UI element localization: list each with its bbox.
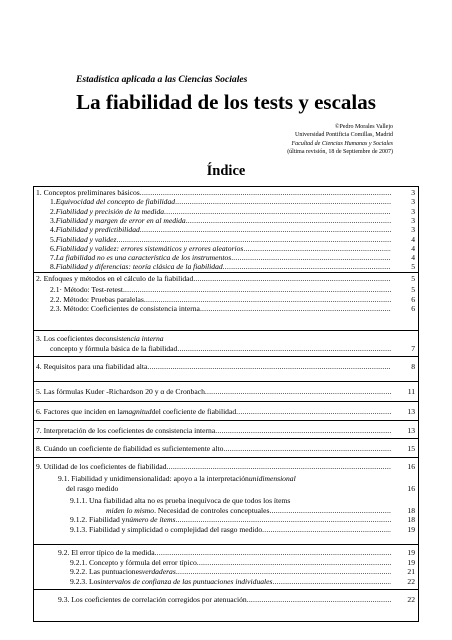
toc-entry[interactable]: 9.1.3. Fiabilidad y simplicidad o complejidad del rasgo medido ..... 19 [70, 525, 418, 535]
toc-entry[interactable]: 2.1· Método: Test-retest ..... 5 [50, 285, 418, 295]
toc-entry[interactable]: 2.2. Método: Pruebas paralelas ..... 6 [50, 295, 418, 305]
toc-entry[interactable]: 8. Fiabilidad y diferencias: teoría clásica de la fiabilidad ..... 5 [50, 262, 418, 272]
toc-entry[interactable]: 9.2.3. Los intervalos de confianza de las puntuaciones individuales ..... 22 [70, 577, 418, 587]
toc-section-9 [34, 457, 418, 545]
toc-section-5 [34, 381, 418, 401]
toc-entry[interactable]: concepto y fórmula básica de la fiabilidad ..... 7 [50, 344, 418, 354]
revision-date: (última revisión, 18 de Septiembre de 2007) [287, 149, 393, 156]
toc-entry[interactable]: 7. La fiabilidad no es una característica de los instrumentos ..... 4 [50, 253, 418, 263]
author: ©Pedro Morales Vallejo [334, 124, 393, 130]
toc-section-6 [34, 401, 418, 421]
toc-entry[interactable]: 9.2.2. Las puntuaciones verdaderas ..... 21 [70, 567, 418, 577]
toc-section-2 [34, 272, 418, 321]
table-of-contents [33, 186, 419, 622]
toc-entry[interactable]: 5. Fiabilidad y validez ..... 4 [50, 235, 418, 245]
toc-entry[interactable]: 1. Conceptos preliminares básicos ..... 3 [36, 188, 418, 198]
index-title: Índice [206, 163, 246, 179]
toc-entry-line[interactable]: 9.1.1. Una fiabilidad alta no es prueba inequívoca de que todos los ítems [70, 496, 291, 505]
credits-block [287, 123, 393, 157]
toc-entry[interactable]: miden lo mismo . Necesidad de controles conceptuales ..... 18 [106, 506, 418, 516]
toc-entry[interactable]: 9. Utilidad de los coeficientes de fiabilidad ..... 16 [36, 462, 418, 472]
toc-entry[interactable]: 4. Fiabilidad y predictibilidad ..... 3 [50, 225, 418, 235]
toc-entry[interactable]: 2. Fiabilidad y precisión de la medida ..... 3 [50, 207, 418, 217]
toc-entry[interactable]: 5. Las fórmulas Kuder -Richardson 20 y α de Cronbach ..... 11 [36, 387, 418, 397]
faculty: Facultad de Ciencias Humanas y Sociales [291, 140, 393, 147]
toc-section-8 [34, 438, 418, 458]
toc-entry[interactable]: 9.1.2. Fiabilidad y número de ítems ..... 18 [70, 515, 418, 525]
subject-header: Estadística aplicada a las Ciencias Sociales [76, 74, 248, 85]
toc-entry[interactable]: 1. Equivocidad del concepto de fiabilidad ..... 3 [50, 197, 418, 207]
toc-entry[interactable]: 7. Interpretación de los coeficientes de consistencia interna ..... 13 [36, 426, 418, 436]
toc-section-9-2 [34, 544, 418, 590]
toc-entry[interactable]: 9.2.1. Concepto y fórmula del error típico ..... 19 [70, 558, 418, 568]
toc-entry[interactable]: 6. Fiabilidad y validez: errores sistemáticos y errores aleatorios ..... 4 [50, 244, 418, 254]
toc-entry-line[interactable]: 9.1. Fiabilidad y unidimensionalidad: apoyo a la interpretación unidimensional [58, 474, 296, 483]
toc-entry[interactable]: 4. Requisitos para una fiabilidad alta ..... 8 [36, 362, 418, 372]
toc-section-9-3 [34, 589, 418, 622]
toc-entry[interactable]: 2. Enfoques y métodos en el cálculo de la fiabilidad ..... 5 [36, 274, 418, 284]
toc-entry[interactable]: 6. Factores que inciden en la magnitud del coeficiente de fiabilidad ..... 13 [36, 407, 418, 417]
toc-entry[interactable]: del rasgo medido 16 [66, 484, 415, 493]
university: Universidad Pontificia Comillas, Madrid [295, 132, 393, 139]
toc-section-1 [34, 187, 418, 272]
toc-entry[interactable]: 3. Fiabilidad y margen de error en al medida ..... 3 [50, 216, 418, 226]
toc-section-3 [34, 330, 418, 357]
toc-entry[interactable]: 2.3. Método: Coeficientes de consistencia interna ..... 6 [50, 304, 418, 314]
toc-entry-line[interactable]: 3. Los coeficientes de consistencia interna [36, 334, 164, 343]
toc-section-7 [34, 420, 418, 440]
toc-section-4 [34, 356, 418, 376]
toc-entry[interactable]: 9.3. Los coeficientes de correlación corregidos por atenuación ..... 22 [58, 595, 418, 605]
toc-entry[interactable]: 8. Cuándo un coeficiente de fiabilidad es suficientemente alto ..... 15 [36, 444, 418, 454]
toc-entry[interactable]: 9.2. El error típico de la medida ..... 19 [58, 548, 418, 558]
page-title: La fiabilidad de los tests y escalas [76, 90, 376, 114]
